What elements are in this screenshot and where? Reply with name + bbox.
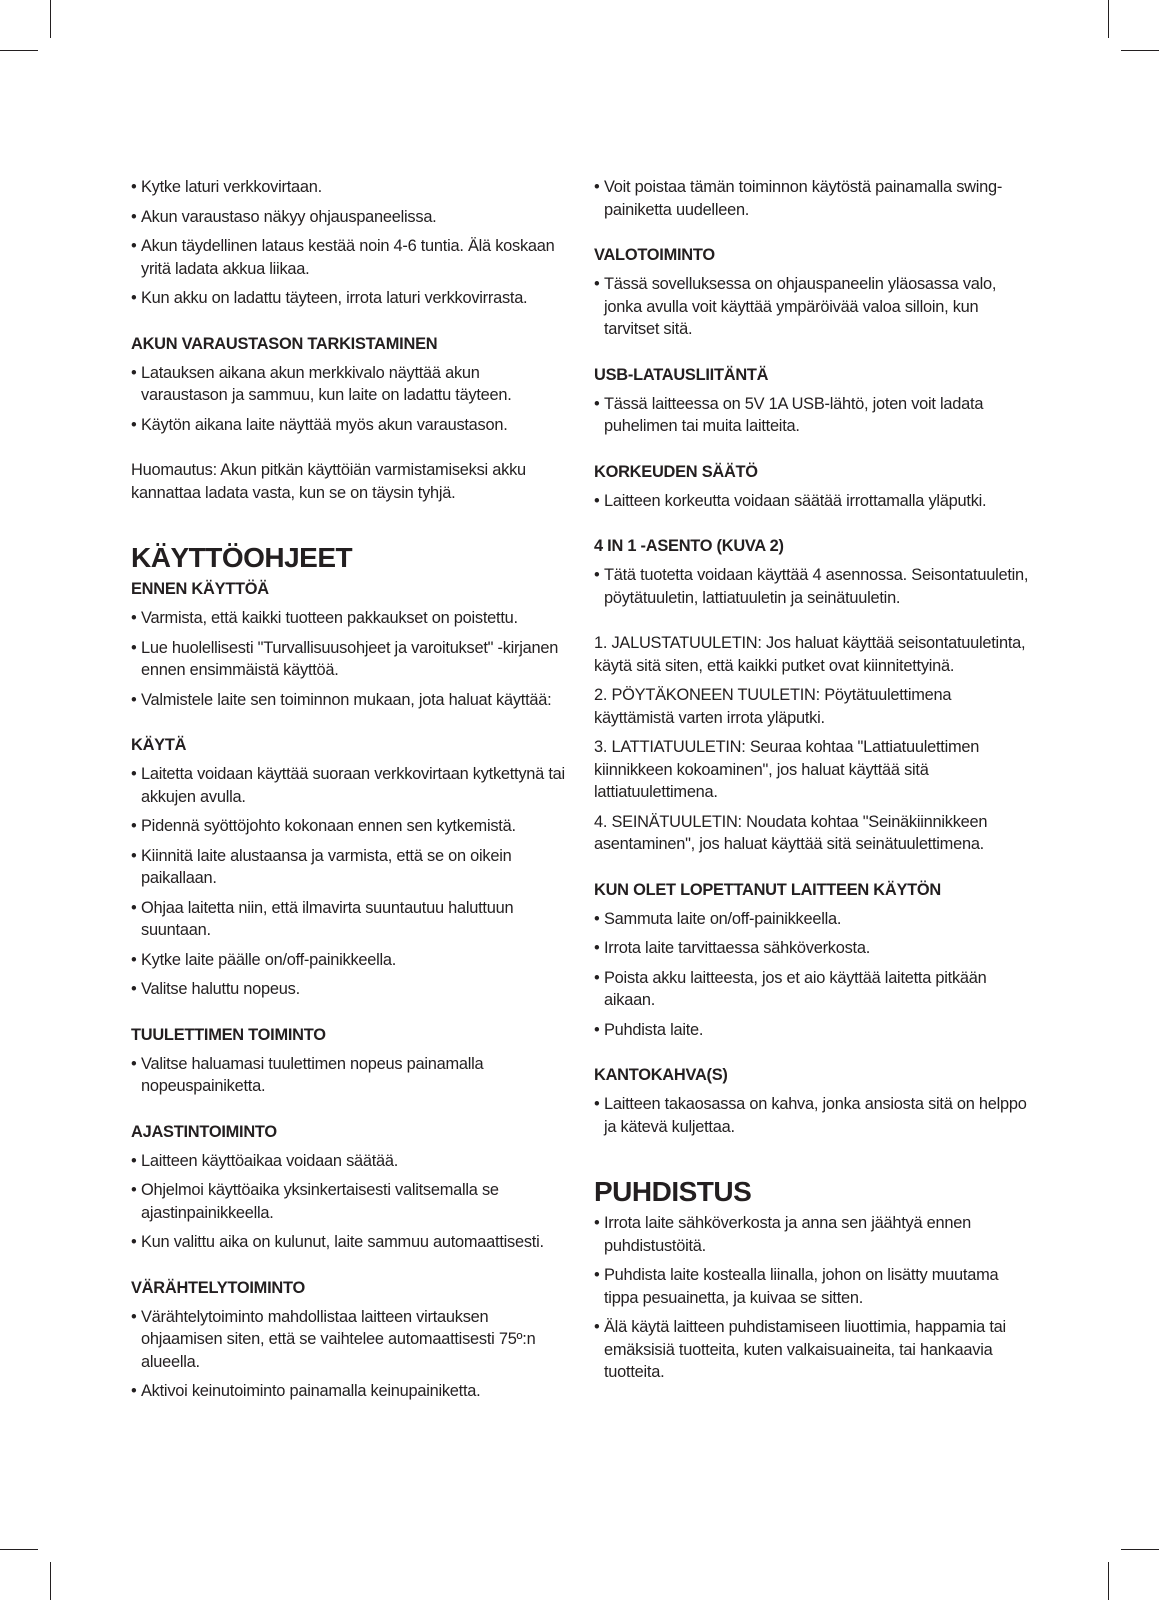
instructions-title: KÄYTTÖOHJEET xyxy=(131,542,353,573)
light-heading: VALOTOIMINTO xyxy=(594,246,715,264)
left-column xyxy=(131,176,567,1410)
position-3: 3. LATTIATUULETIN: Seuraa kohtaa "Lattiatuulettimen kiinnikkeen kokoaminen", jos haluat käyttää sitä lattiatuulettimena. xyxy=(594,738,980,801)
crop-mark-bottom-left-h xyxy=(0,1549,38,1550)
list-item: • Kytke laturi verkkovirtaan. xyxy=(131,176,567,199)
crop-mark-top-left-h xyxy=(0,50,38,51)
list-item: • Kun valittu aika on kulunut, laite sammuu automaattisesti. xyxy=(131,1231,567,1254)
cleaning-list xyxy=(594,1212,1030,1384)
list-item: • Akun varaustaso näkyy ohjauspaneelissa. xyxy=(131,206,567,229)
crop-mark-bottom-left-v xyxy=(50,1562,51,1600)
list-item: • Laitteen takaosassa on kahva, jonka ansiosta sitä on helppo ja kätevä kuljettaa. xyxy=(594,1093,1030,1138)
fan-function-list xyxy=(131,1053,567,1098)
cleaning-title: PUHDISTUS xyxy=(594,1176,752,1207)
positions-list xyxy=(594,564,1030,609)
position-4: 4. SEINÄTUULETIN: Noudata kohtaa "Seinäkiinnikkeen asentaminen", jos haluat käyttää sitä seinätuulettimena. xyxy=(594,812,988,853)
list-item: • Voit poistaa tämän toiminnon käytöstä painamalla swing-painiketta uudelleen. xyxy=(594,176,1030,221)
list-item: • Pidennä syöttöjohto kokonaan ennen sen kytkemistä. xyxy=(131,815,567,838)
after-use-heading: KUN OLET LOPETTANUT LAITTEEN KÄYTÖN xyxy=(594,880,941,899)
list-item: • Värähtelytoiminto mahdollistaa laitteen virtauksen ohjaamisen siten, että se vaihtelee automaattisesti 75º:n alueella. xyxy=(131,1306,567,1374)
list-item: • Ohjaa laitetta niin, että ilmavirta suuntautuu haluttuun suuntaan. xyxy=(131,897,567,942)
crop-mark-bottom-right-h xyxy=(1121,1549,1159,1550)
list-item: • Puhdista laite kostealla liinalla, johon on lisätty muutama tippa pesuainetta, ja kuivaa se sitten. xyxy=(594,1264,1030,1309)
height-heading: KORKEUDEN SÄÄTÖ xyxy=(594,462,758,481)
list-item: • Irrota laite sähköverkosta ja anna sen jäähtyä ennen puhdistustöitä. xyxy=(594,1212,1030,1257)
battery-check-list xyxy=(131,362,567,437)
after-use-list xyxy=(594,908,1030,1042)
usb-list xyxy=(594,393,1030,438)
crop-mark-top-left-v xyxy=(50,0,51,38)
list-item: • Valitse haluamasi tuulettimen nopeus painamalla nopeuspainiketta. xyxy=(131,1053,567,1098)
list-item: • Tätä tuotetta voidaan käyttää 4 asennossa. Seisontatuuletin, pöytätuuletin, lattiatuuletin ja seinätuuletin. xyxy=(594,564,1030,609)
oscillation-heading: VÄRÄHTELYTOIMINTO xyxy=(131,1278,305,1297)
usb-heading: USB-LATAUSLIITÄNTÄ xyxy=(594,365,769,384)
list-item: • Latauksen aikana akun merkkivalo näyttää akun varaustason ja sammuu, kun laite on ladattu täyteen. xyxy=(131,362,567,407)
list-item: • Laitteen korkeutta voidaan säätää irrottamalla yläputki. xyxy=(594,490,1030,513)
before-use-heading: ENNEN KÄYTTÖÄ xyxy=(131,580,269,598)
crop-mark-top-right-h xyxy=(1121,50,1159,51)
list-item: • Lue huolellisesti "Turvallisuusohjeet ja varoitukset" -kirjanen ennen ensimmäistä käyttöä. xyxy=(131,637,567,682)
list-item: • Laitetta voidaan käyttää suoraan verkkovirtaan kytkettynä tai akkujen avulla. xyxy=(131,763,567,808)
list-item: • Poista akku laitteesta, jos et aio käyttää laitetta pitkään aikaan. xyxy=(594,967,1030,1012)
before-use-list xyxy=(131,607,567,711)
timer-list xyxy=(131,1150,567,1254)
crop-mark-bottom-right-v xyxy=(1108,1562,1109,1600)
list-item: • Laitteen käyttöaikaa voidaan säätää. xyxy=(131,1150,567,1173)
list-item: • Kiinnitä laite alustaansa ja varmista, että se on oikein paikallaan. xyxy=(131,845,567,890)
right-column xyxy=(594,176,1030,1391)
crop-mark-top-right-v xyxy=(1108,0,1109,38)
list-item: • Valmistele laite sen toiminnon mukaan, jota haluat käyttää: xyxy=(131,689,567,712)
handle-list xyxy=(594,1093,1030,1138)
battery-note: Huomautus: Akun pitkän käyttöiän varmistamiseksi akku kannattaa ladata vasta, kun se on täysin tyhjä. xyxy=(131,461,526,502)
light-list xyxy=(594,273,1030,341)
list-item: • Käytön aikana laite näyttää myös akun varaustason. xyxy=(131,414,567,437)
list-item: • Kytke laite päälle on/off-painikkeella. xyxy=(131,949,567,972)
positions-heading: 4 IN 1 -ASENTO (KUVA 2) xyxy=(594,537,784,555)
list-item: • Varmista, että kaikki tuotteen pakkaukset on poistettu. xyxy=(131,607,567,630)
timer-heading: AJASTINTOIMINTO xyxy=(131,1122,277,1141)
list-item: • Sammuta laite on/off-painikkeella. xyxy=(594,908,1030,931)
list-item: • Ohjelmoi käyttöaika yksinkertaisesti valitsemalla se ajastinpainikkeella. xyxy=(131,1179,567,1224)
use-heading: KÄYTÄ xyxy=(131,736,187,754)
height-list xyxy=(594,490,1030,513)
list-item: • Valitse haluttu nopeus. xyxy=(131,978,567,1001)
handle-heading: KANTOKAHVA(S) xyxy=(594,1066,728,1084)
oscillation-list xyxy=(131,1306,567,1403)
intro-list xyxy=(131,176,567,310)
list-item: • Älä käytä laitteen puhdistamiseen liuottimia, happamia tai emäksisiä tuotteita, kuten valkaisuaineita, tai hankaavia tuotteita. xyxy=(594,1316,1030,1384)
list-item: • Tässä laitteessa on 5V 1A USB-lähtö, joten voit ladata puhelimen tai muita laitteita. xyxy=(594,393,1030,438)
swing-continued-list xyxy=(594,176,1030,221)
list-item: • Irrota laite tarvittaessa sähköverkosta. xyxy=(594,937,1030,960)
fan-function-heading: TUULETTIMEN TOIMINTO xyxy=(131,1025,326,1044)
list-item: • Tässä sovelluksessa on ohjauspaneelin yläosassa valo, jonka avulla voit käyttää ympäröivää valoa silloin, kun tarvitset sitä. xyxy=(594,273,1030,341)
position-1: 1. JALUSTATUULETIN: Jos haluat käyttää seisontatuuletinta, käytä sitä siten, että kaikki putket ovat kiinnitettyinä. xyxy=(594,634,1026,675)
list-item: • Akun täydellinen lataus kestää noin 4-6 tuntia. Älä koskaan yritä ladata akkua liikaa. xyxy=(131,235,567,280)
battery-check-heading: AKUN VARAUSTASON TARKISTAMINEN xyxy=(131,334,438,353)
list-item: • Puhdista laite. xyxy=(594,1019,1030,1042)
list-item: • Aktivoi keinutoiminto painamalla keinupainiketta. xyxy=(131,1380,567,1403)
list-item: • Kun akku on ladattu täyteen, irrota laturi verkkovirrasta. xyxy=(131,287,567,310)
use-list xyxy=(131,763,567,1001)
position-2: 2. PÖYTÄKONEEN TUULETIN: Pöytätuulettimena käyttämistä varten irrota yläputki. xyxy=(594,686,952,727)
